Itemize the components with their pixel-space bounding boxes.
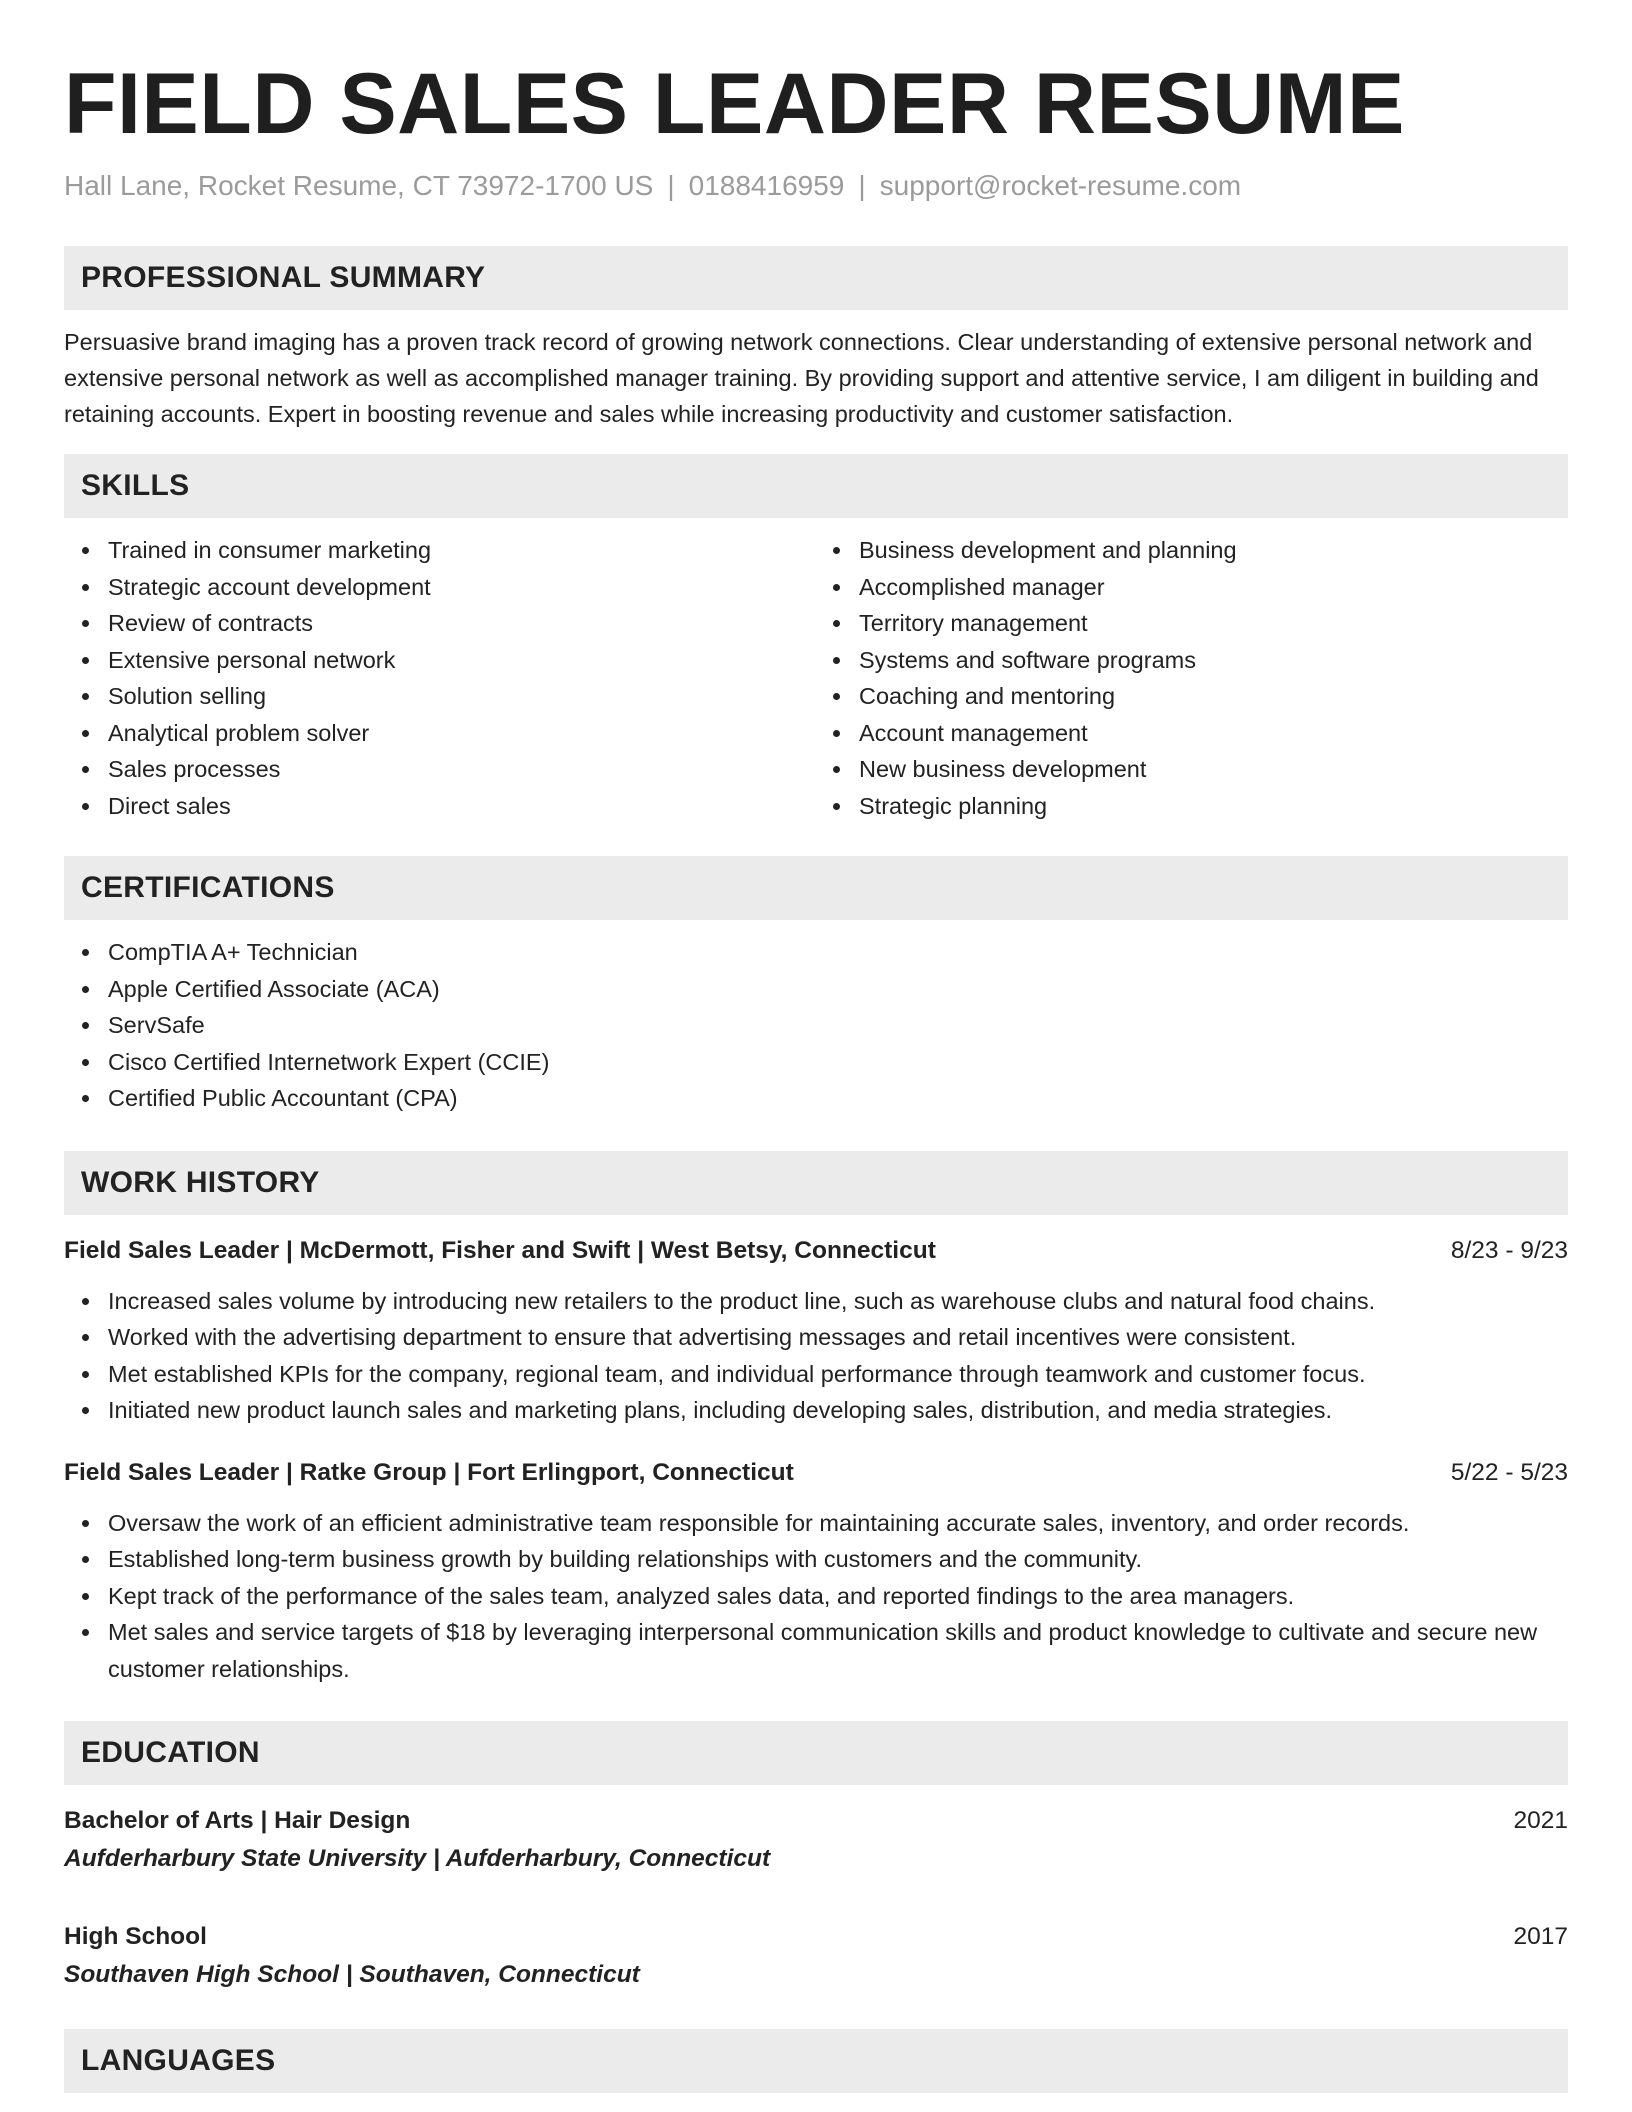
job-bullet: Worked with the advertising department to ensure that advertising messages and retail incentives were consistent. xyxy=(108,1319,1568,1356)
certifications-list xyxy=(64,934,1568,1117)
skill-item: Solution selling xyxy=(108,678,817,715)
skill-item: New business development xyxy=(859,751,1568,788)
summary-text: Persuasive brand imaging has a proven track record of growing network connections. Clear understanding of extensive personal network and extensive personal network as well as accomplished manager training. By providing support and attentive service, I am diligent in building and retaining accounts. Expert in boosting revenue and sales while increasing productivity and customer satisfaction. xyxy=(64,329,1539,427)
contact-separator: | xyxy=(858,170,866,201)
job-bullet: Oversaw the work of an efficient administrative team responsible for maintaining accurate sales, inventory, and order records. xyxy=(108,1505,1568,1542)
skill-item: Direct sales xyxy=(108,788,817,825)
skills-column-right xyxy=(815,532,1568,824)
education-entry xyxy=(64,1803,1568,1879)
certification-item: ServSafe xyxy=(108,1007,1568,1044)
section-header-summary: PROFESSIONAL SUMMARY xyxy=(64,246,1568,310)
education-year: 2021 xyxy=(1513,1807,1568,1834)
section-header-skills: SKILLS xyxy=(64,454,1568,518)
education-school: Aufderharbury State University | Aufderharbury, Connecticut xyxy=(64,1845,771,1872)
job-bullet: Met sales and service targets of $18 by leveraging interpersonal communication skills and product knowledge to cultivate and secure new customer relationships. xyxy=(108,1614,1568,1687)
job-title: Field Sales Leader | McDermott, Fisher and Swift | West Betsy, Connecticut xyxy=(64,1236,936,1264)
skill-item: Territory management xyxy=(859,605,1568,642)
certification-item: Cisco Certified Internetwork Expert (CCIE) xyxy=(108,1044,1568,1081)
contact-email: support@rocket-resume.com xyxy=(879,170,1242,201)
education-header xyxy=(64,1803,1568,1839)
skill-item: Business development and planning xyxy=(859,532,1568,569)
certification-item: Apple Certified Associate (ACA) xyxy=(108,971,1568,1008)
education-degree: Bachelor of Arts | Hair Design xyxy=(64,1807,411,1834)
skill-item: Accomplished manager xyxy=(859,569,1568,606)
skill-item: Analytical problem solver xyxy=(108,715,817,752)
education-header xyxy=(64,1919,1568,1955)
job-bullet: Initiated new product launch sales and marketing plans, including developing sales, distribution, and media strategies. xyxy=(108,1392,1568,1429)
job-header xyxy=(64,1455,1568,1491)
job-dates: 5/22 - 5/23 xyxy=(1450,1458,1568,1486)
section-header-work-history: WORK HISTORY xyxy=(64,1151,1568,1215)
skill-item: Trained in consumer marketing xyxy=(108,532,817,569)
skill-item: Strategic account development xyxy=(108,569,817,606)
certification-item: CompTIA A+ Technician xyxy=(108,934,1568,971)
section-header-certifications: CERTIFICATIONS xyxy=(64,856,1568,920)
job-bullet: Established long-term business growth by building relationships with customers and the community. xyxy=(108,1541,1568,1578)
section-header-languages: LANGUAGES xyxy=(64,2029,1568,2093)
skill-item: Coaching and mentoring xyxy=(859,678,1568,715)
skill-item: Extensive personal network xyxy=(108,642,817,679)
education-year: 2017 xyxy=(1513,1923,1568,1950)
job-bullet: Kept track of the performance of the sales team, analyzed sales data, and reported findings to the area managers. xyxy=(108,1578,1568,1615)
resume-title: FIELD SALES LEADER RESUME xyxy=(64,56,1405,152)
certification-item: Certified Public Accountant (CPA) xyxy=(108,1080,1568,1117)
education-school: Southaven High School | Southaven, Connecticut xyxy=(64,1961,640,1988)
contact-address: Hall Lane, Rocket Resume, CT 73972-1700 US xyxy=(64,170,654,201)
education-degree: High School xyxy=(64,1923,207,1950)
skill-item: Strategic planning xyxy=(859,788,1568,825)
job-bullet: Increased sales volume by introducing new retailers to the product line, such as warehouse clubs and natural food chains. xyxy=(108,1283,1568,1320)
job-header xyxy=(64,1233,1568,1269)
job-dates: 8/23 - 9/23 xyxy=(1450,1236,1568,1264)
skill-item: Sales processes xyxy=(108,751,817,788)
job-bullets xyxy=(64,1283,1568,1429)
job-bullet: Met established KPIs for the company, regional team, and individual performance through teamwork and customer focus. xyxy=(108,1356,1568,1393)
job-entry xyxy=(64,1455,1568,1688)
job-entry xyxy=(64,1233,1568,1429)
skills-list xyxy=(64,518,1568,824)
skill-item: Account management xyxy=(859,715,1568,752)
education-entry xyxy=(64,1919,1568,1995)
skill-item: Review of contracts xyxy=(108,605,817,642)
job-title: Field Sales Leader | Ratke Group | Fort Erlingport, Connecticut xyxy=(64,1458,794,1486)
contact-phone: 0188416959 xyxy=(688,170,845,201)
contact-line xyxy=(64,166,1568,206)
skill-item: Systems and software programs xyxy=(859,642,1568,679)
section-header-education: EDUCATION xyxy=(64,1721,1568,1785)
contact-separator: | xyxy=(667,170,675,201)
job-bullets xyxy=(64,1505,1568,1688)
skills-column-left xyxy=(64,532,817,824)
